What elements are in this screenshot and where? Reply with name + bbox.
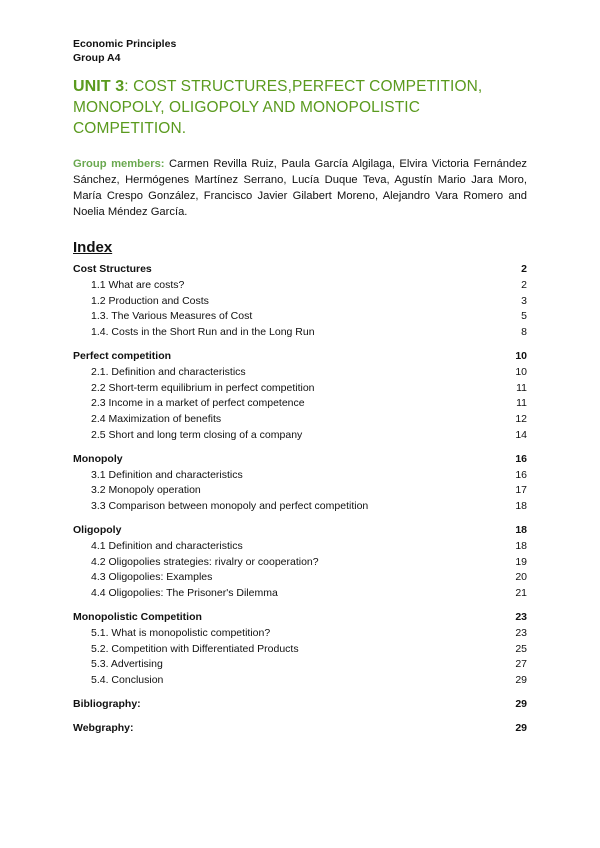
toc-page-number: 19 xyxy=(515,555,527,568)
toc-subsection[interactable] xyxy=(73,586,527,602)
toc-subsection[interactable] xyxy=(73,428,527,444)
toc-entry-label: 3.3 Comparison between monopoly and perfect competition xyxy=(91,500,369,513)
toc-subsection[interactable] xyxy=(73,412,527,428)
toc-page-number: 29 xyxy=(515,697,527,710)
toc-entry-label: Bibliography: xyxy=(73,697,141,710)
toc-entry-label: Webgraphy: xyxy=(73,721,134,734)
toc-subsection[interactable] xyxy=(73,325,527,341)
toc-subsection[interactable] xyxy=(73,365,527,381)
toc-page-number: 20 xyxy=(515,571,527,584)
toc-page-number: 29 xyxy=(515,721,527,734)
unit-number: UNIT 3 xyxy=(73,78,125,95)
toc-page-number: 23 xyxy=(515,626,527,639)
toc-page-number: 21 xyxy=(515,587,527,600)
group-name: Group A4 xyxy=(73,52,121,64)
toc-page-number: 10 xyxy=(515,365,527,378)
unit-subject: : COST STRUCTURES,PERFECT COMPETITION, MONOPOLY, OLIGOPOLY AND MONOPOLISTIC COMPETITION. xyxy=(73,78,483,137)
toc-page-number: 14 xyxy=(515,428,527,441)
toc-page-number: 23 xyxy=(515,610,527,623)
toc-page-number: 11 xyxy=(516,381,527,394)
toc-entry-label: 3.2 Monopoly operation xyxy=(91,484,201,497)
toc-subsection[interactable] xyxy=(73,309,527,325)
toc-entry-label: Cost Structures xyxy=(73,263,152,275)
toc-page-number: 27 xyxy=(515,658,527,671)
toc-entry-label: 2.3 Income in a market of perfect competence xyxy=(91,397,305,410)
toc-subsection[interactable] xyxy=(73,570,527,586)
toc-page-number: 3 xyxy=(521,294,527,307)
toc-entry-label: 2.4 Maximization of benefits xyxy=(91,413,222,426)
toc-entry-label: 5.1. What is monopolistic competition? xyxy=(91,626,271,639)
toc-page-number: 2 xyxy=(521,263,527,275)
toc-section[interactable] xyxy=(73,452,527,468)
toc-page-number: 12 xyxy=(515,413,527,426)
toc-section[interactable] xyxy=(73,523,527,539)
toc-entry-label: 1.3. The Various Measures of Cost xyxy=(91,310,253,323)
toc-subsection[interactable] xyxy=(73,468,527,484)
toc-page-number: 16 xyxy=(515,468,527,481)
table-of-contents xyxy=(73,262,527,737)
toc-subsection[interactable] xyxy=(73,642,527,658)
toc-entry-label: 1.1 What are costs? xyxy=(91,278,185,291)
toc-entry-label: Monopolistic Competition xyxy=(73,610,202,623)
toc-subsection[interactable] xyxy=(73,396,527,412)
toc-subsection[interactable] xyxy=(73,499,527,515)
toc-subsection[interactable] xyxy=(73,657,527,673)
toc-subsection[interactable] xyxy=(73,483,527,499)
toc-entry-label: Monopoly xyxy=(73,452,123,465)
toc-page-number: 10 xyxy=(515,349,527,362)
toc-page-number: 18 xyxy=(515,500,527,513)
toc-entry-label: 5.4. Conclusion xyxy=(91,674,164,687)
toc-section[interactable] xyxy=(73,349,527,365)
toc-page-number: 18 xyxy=(515,523,527,536)
toc-page-number: 2 xyxy=(521,278,527,291)
toc-subsection[interactable] xyxy=(73,294,527,310)
toc-page-number: 16 xyxy=(515,452,527,465)
toc-entry-label: 5.2. Competition with Differentiated Products xyxy=(91,642,299,655)
toc-page-number: 25 xyxy=(515,642,527,655)
toc-entry-label: 4.1 Definition and characteristics xyxy=(91,539,243,552)
group-members xyxy=(73,156,527,220)
toc-entry-label: Perfect competition xyxy=(73,349,172,362)
toc-entry-label: Oligopoly xyxy=(73,523,122,536)
toc-entry-label: 2.5 Short and long term closing of a company xyxy=(91,428,303,441)
toc-page-number: 18 xyxy=(515,539,527,552)
toc-section[interactable] xyxy=(73,262,527,278)
toc-page-number: 17 xyxy=(515,484,527,497)
toc-page-number: 29 xyxy=(515,674,527,687)
toc-subsection[interactable] xyxy=(73,539,527,555)
toc-section[interactable] xyxy=(73,610,527,626)
toc-extra[interactable] xyxy=(73,721,527,737)
unit-title xyxy=(73,76,527,139)
toc-entry-label: 5.3. Advertising xyxy=(91,658,163,671)
toc-extra[interactable] xyxy=(73,697,527,713)
toc-subsection[interactable] xyxy=(73,626,527,642)
course-name: Economic Principles xyxy=(73,38,177,50)
toc-entry-label: 4.4 Oligopolies: The Prisoner's Dilemma xyxy=(91,587,278,600)
toc-page-number: 11 xyxy=(516,397,527,410)
toc-entry-label: 4.3 Oligopolies: Examples xyxy=(91,571,213,584)
toc-entry-label: 3.1 Definition and characteristics xyxy=(91,468,243,481)
toc-entry-label: 2.2 Short-term equilibrium in perfect competition xyxy=(91,381,315,394)
group-members-names: Carmen Revilla Ruiz, Paula García Algilaga, Elvira Victoria Fernández Sánchez, Hermógenes Martínez Serrano, Lucía Duque Teva, Agustín Mario Jara Moro, María Crespo González, Francisco Javier Gilabert Moreno, Alejandro Vara Romero and Noelia Méndez García. xyxy=(73,158,528,218)
toc-page-number: 8 xyxy=(521,326,527,339)
toc-entry-label: 4.2 Oligopolies strategies: rivalry or cooperation? xyxy=(91,555,319,568)
toc-entry-label: 2.1. Definition and characteristics xyxy=(91,365,246,378)
toc-page-number: 5 xyxy=(521,310,527,323)
toc-subsection[interactable] xyxy=(73,278,527,294)
toc-subsection[interactable] xyxy=(73,555,527,571)
toc-subsection[interactable] xyxy=(73,381,527,397)
toc-subsection[interactable] xyxy=(73,673,527,689)
toc-entry-label: 1.2 Production and Costs xyxy=(91,294,209,307)
toc-entry-label: 1.4. Costs in the Short Run and in the Long Run xyxy=(91,326,315,339)
group-members-label: Group members: xyxy=(73,158,165,170)
index-heading: Index xyxy=(73,239,113,256)
document-page xyxy=(73,37,527,737)
